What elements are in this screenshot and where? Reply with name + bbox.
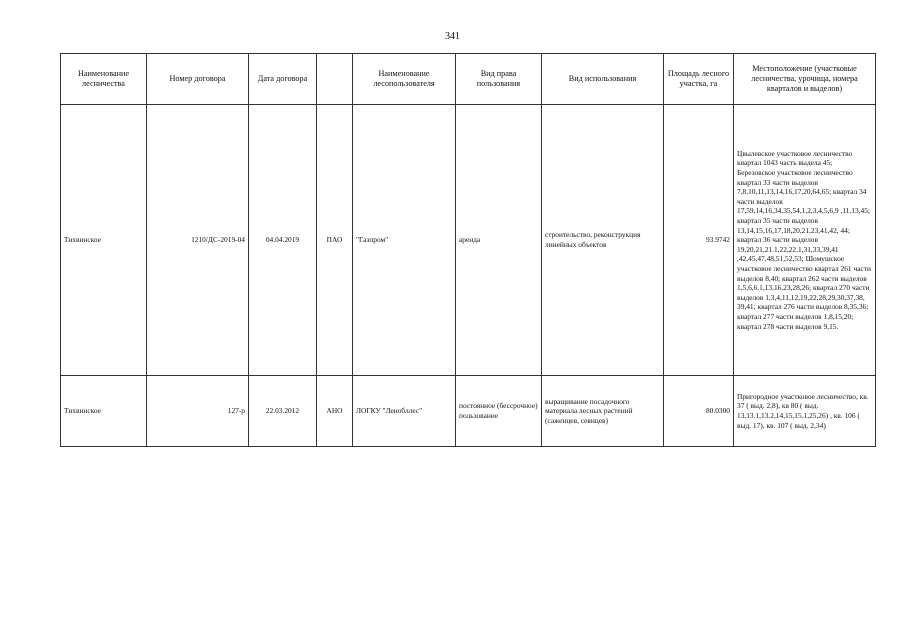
header-forest-user: Наименование лесопользователя: [353, 54, 456, 105]
header-use-type: Вид использования: [542, 54, 664, 105]
table-row: [61, 105, 876, 376]
header-area: Площадь лесного участка, га: [664, 54, 734, 105]
table-header-row: [61, 54, 876, 105]
cell-right-type: постоянное (бессрочное) пользование: [456, 376, 542, 447]
cell-location: Цвылевское участковое лесничество квартал 1043 часть выдела 45; Березовское участковое лесничество квартал 33 части выделов 7,8,10,11,13,14,16,17,20,64,65; квартал 34 части выделов 17,59,14,16,34,35,54,1,2,3,4,5,6,9 ,11,13,45; квартал 35 части выделов 13,14,15,16,17,18,20,21,23,41,42, 44; квартал 36 части выделов 19,20,21,21.1,22,22.1,31,33,39,41 ,42,45,47,48,51,52,53; Шомушское участковое лесничество квартал 261 части выделов 8,40; квартал 262 части выделов 1,5,6,6.1,13,16,23,28,26; квартал 270 части выделов 1,3,4,11,12,19,22,28,29,30,37,38, 39,41; квартал 276 части выделов 8,35,36; квартал 277 части выделов 1,8,15,20; квартал 278 части выделов 9,15.: [734, 105, 876, 376]
cell-location: Пригородное участковое лесничество, кв. 37 ( выд. 2,8), кв 80 ( выд. 13,13.1,13.2,14,15,15.1,25,26) , кв. 106 ( выд. 17), кв. 107 ( выд. 2,34): [734, 376, 876, 447]
header-contract-date: Дата договора: [249, 54, 317, 105]
cell-forestry-name: Тихвинское: [61, 105, 147, 376]
cell-forestry-name: Тихвинское: [61, 376, 147, 447]
cell-contract-date: 04.04.2019: [249, 105, 317, 376]
cell-org-form: ПАО: [317, 105, 353, 376]
cell-org-form: АНО: [317, 376, 353, 447]
cell-forest-user: "Газпром": [353, 105, 456, 376]
header-contract-number: Номер договора: [147, 54, 249, 105]
header-org-form: [317, 54, 353, 105]
cell-right-type: аренда: [456, 105, 542, 376]
cell-contract-number: 127-р: [147, 376, 249, 447]
forest-lease-table: [60, 53, 876, 447]
cell-contract-number: 1210/ДС-2019-04: [147, 105, 249, 376]
cell-use-type: строительство, реконструкция линейных объектов: [542, 105, 664, 376]
cell-area: 80.0300: [664, 376, 734, 447]
cell-forest-user: ЛОГКУ "Ленобллес": [353, 376, 456, 447]
header-forestry-name: Наименование лесничества: [61, 54, 147, 105]
header-right-type: Вид права пользования: [456, 54, 542, 105]
cell-area: 93.9742: [664, 105, 734, 376]
table-row: [61, 376, 876, 447]
cell-use-type: выращивание посадочного материала лесных растений (саженцев, сеянцев): [542, 376, 664, 447]
page-number: 341: [445, 31, 460, 42]
cell-contract-date: 22.03.2012: [249, 376, 317, 447]
header-location: Местоположение (участковые лесничества, урочища, номера кварталов и выделов): [734, 54, 876, 105]
